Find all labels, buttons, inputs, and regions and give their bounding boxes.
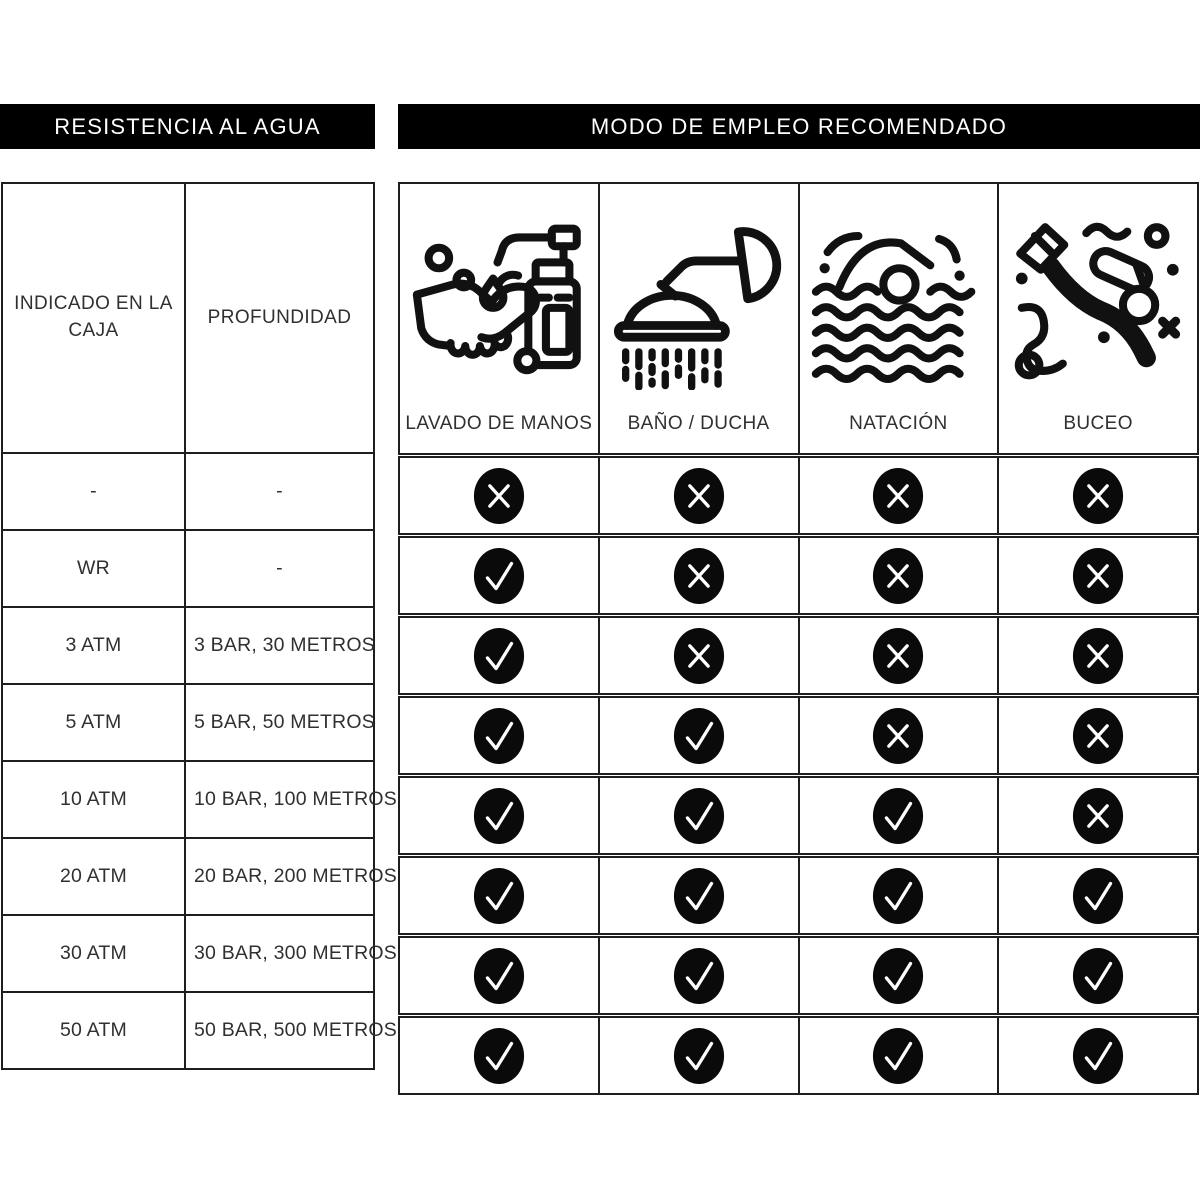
check-icon [472,866,526,926]
check-icon [472,706,526,766]
activity-cell-handwash [400,184,600,453]
check-icon [1071,1026,1125,1086]
activity-cell-shower [600,184,800,453]
recommendation-cell [999,1018,1197,1093]
recommendation-cell [400,1018,600,1093]
recommended-use-title: MODO DE EMPLEO RECOMENDADO [590,113,1008,139]
shower-icon [611,184,787,413]
recommendation-cell [600,538,800,613]
check-icon [871,1026,925,1086]
check-icon [871,866,925,926]
diving-icon-svg [1010,214,1186,390]
case-marking-cell: 20 ATM [2,838,185,915]
check-icon [871,946,925,1006]
cross-icon [1071,706,1125,766]
water-resistance-row [2,915,374,992]
recommendation-row [398,1016,1199,1095]
depth-cell: 50 BAR, 500 METROS [185,992,374,1069]
water-resistance-row [2,761,374,838]
swimming-icon-svg [810,214,986,390]
column-header-depth: PROFUNDIDAD [185,183,374,453]
check-icon [672,706,726,766]
water-resistance-title-bar [0,104,375,149]
activity-cell-swimming [800,184,1000,453]
depth-cell: - [185,453,374,530]
handwash-icon [411,184,587,413]
cross-icon [1071,466,1125,526]
activity-label-handwash: LAVADO DE MANOS [405,413,593,434]
recommendation-cell [600,1018,800,1093]
recommendation-cell [600,698,800,773]
check-icon [1071,946,1125,1006]
cross-icon [871,706,925,766]
activity-label-diving: BUCEO [1063,413,1133,434]
diving-icon [1010,184,1186,413]
recommendation-cell [800,538,1000,613]
recommendation-cell [400,458,600,533]
recommendation-cell [400,618,600,693]
recommendation-row [398,936,1199,1015]
recommendation-cell [800,1018,1000,1093]
recommendation-row [398,856,1199,935]
check-icon [472,946,526,1006]
water-resistance-row [2,992,374,1069]
cross-icon [1071,786,1125,846]
check-icon [472,1026,526,1086]
check-icon [1071,866,1125,926]
water-resistance-row [2,530,374,607]
recommendation-cell [800,938,1000,1013]
recommendation-cell [999,858,1197,933]
recommendation-cell [800,698,1000,773]
depth-cell: 10 BAR, 100 METROS [185,761,374,838]
recommendation-cell [800,618,1000,693]
swimming-icon [810,184,986,413]
cross-icon [871,626,925,686]
water-resistance-row [2,838,374,915]
column-header-case-marking: INDICADO EN LA CAJA [2,183,185,453]
activity-label-shower: BAÑO / DUCHA [627,413,770,434]
depth-cell: - [185,530,374,607]
water-resistance-row [2,607,374,684]
case-marking-cell: WR [2,530,185,607]
check-icon [472,546,526,606]
depth-cell: 5 BAR, 50 METROS [185,684,374,761]
check-icon [672,786,726,846]
activity-cell-diving [999,184,1197,453]
depth-cell: 20 BAR, 200 METROS [185,838,374,915]
recommendation-matrix [398,456,1199,1095]
activity-header-row [398,182,1199,455]
recommendation-cell [600,938,800,1013]
depth-cell: 3 BAR, 30 METROS [185,607,374,684]
check-icon [672,946,726,1006]
cross-icon [672,546,726,606]
cross-icon [871,466,925,526]
water-resistance-table [1,182,398,1070]
handwash-icon-svg [411,214,587,390]
recommendation-cell [999,938,1197,1013]
case-marking-cell: 5 ATM [2,684,185,761]
recommendation-row [398,616,1199,695]
recommendation-row [398,536,1199,615]
recommendation-cell [400,778,600,853]
recommended-use-title-bar [398,104,1200,149]
recommendation-cell [400,858,600,933]
recommendation-row [398,456,1199,535]
recommendation-cell [999,618,1197,693]
cross-icon [1071,546,1125,606]
recommendation-cell [800,858,1000,933]
depth-cell: 30 BAR, 300 METROS [185,915,374,992]
check-icon [672,866,726,926]
recommendation-cell [600,778,800,853]
recommendation-cell [400,538,600,613]
check-icon [472,786,526,846]
check-icon [472,626,526,686]
check-icon [871,786,925,846]
water-resistance-row [2,684,374,761]
recommendation-cell [600,618,800,693]
case-marking-cell: 10 ATM [2,761,185,838]
recommendation-cell [999,538,1197,613]
recommendation-cell [800,458,1000,533]
recommended-use-table [398,182,1199,1095]
cross-icon [472,466,526,526]
recommendation-cell [400,698,600,773]
case-marking-cell: 50 ATM [2,992,185,1069]
recommendation-cell [600,458,800,533]
water-resistance-header-row [2,183,374,453]
activity-label-swimming: NATACIÓN [849,413,948,434]
water-resistance-row [2,453,374,530]
cross-icon [871,546,925,606]
recommendation-cell [600,858,800,933]
cross-icon [1071,626,1125,686]
shower-icon-svg [611,214,787,390]
recommendation-row [398,776,1199,855]
recommendation-cell [999,458,1197,533]
recommendation-cell [999,698,1197,773]
case-marking-cell: - [2,453,185,530]
water-resistance-title: RESISTENCIA AL AGUA [54,113,321,139]
cross-icon [672,466,726,526]
case-marking-cell: 30 ATM [2,915,185,992]
cross-icon [672,626,726,686]
recommendation-cell [400,938,600,1013]
recommendation-row [398,696,1199,775]
check-icon [672,1026,726,1086]
recommendation-cell [800,778,1000,853]
recommendation-cell [999,778,1197,853]
case-marking-cell: 3 ATM [2,607,185,684]
